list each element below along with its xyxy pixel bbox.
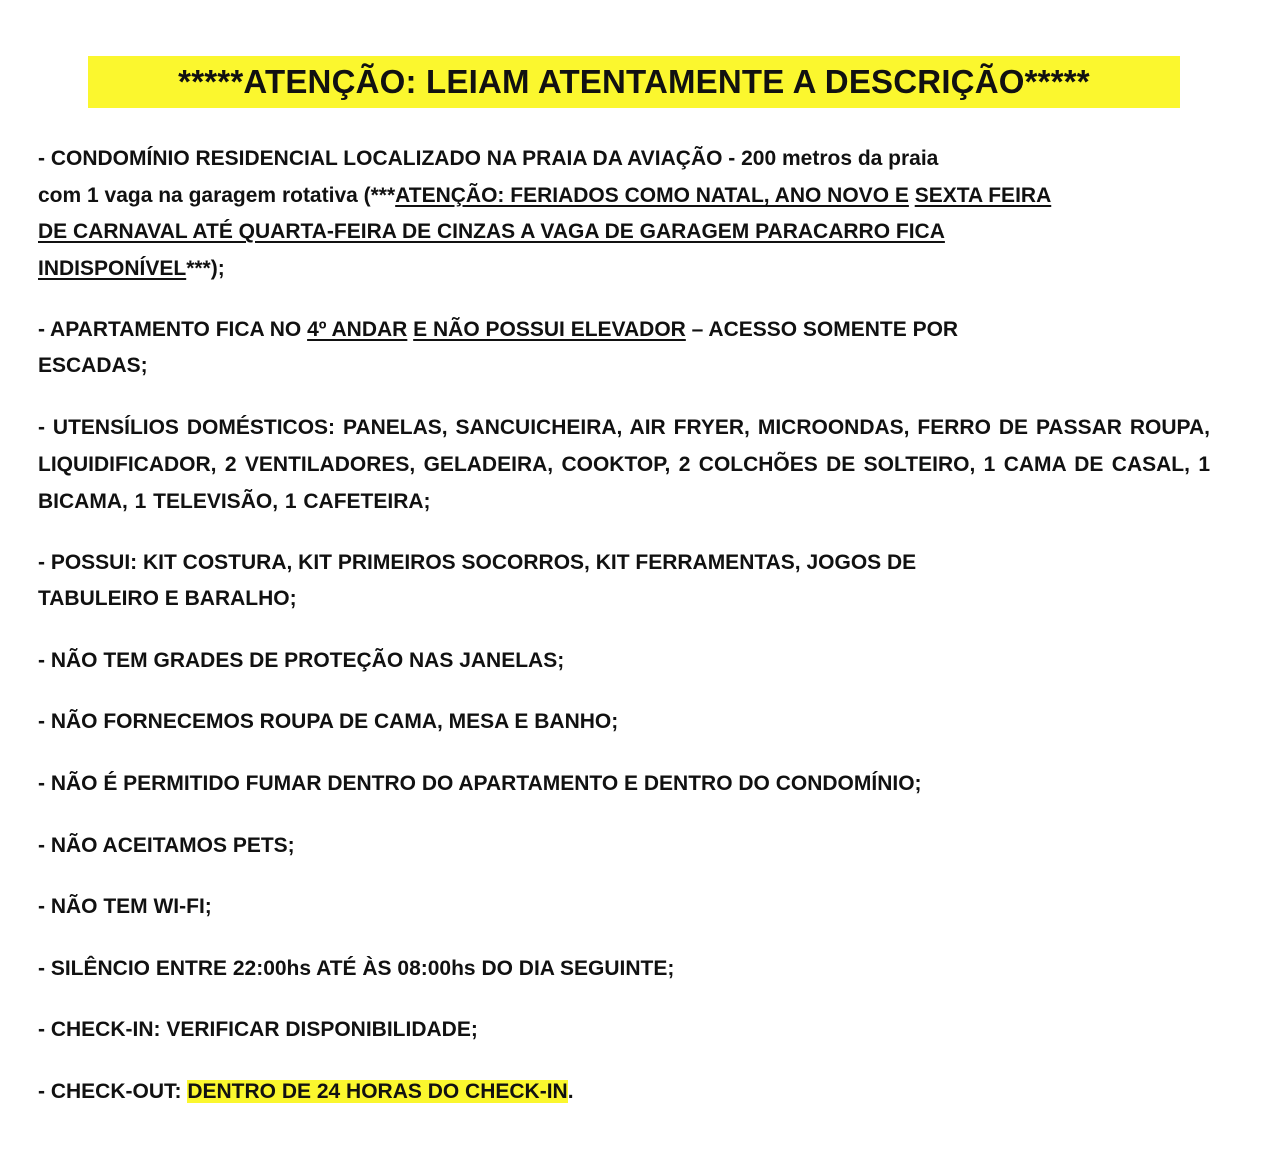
apartamento-line-2-text: ESCADAS; (38, 354, 148, 377)
checkout-pre: - CHECK-OUT: (38, 1080, 188, 1103)
apartamento-pre: - APARTAMENTO FICA NO (38, 318, 308, 341)
checkout-highlight: DENTRO DE 24 HORAS DO CHECK-IN (187, 1080, 568, 1103)
apartamento-post: – ACESSO SOMENTE POR (685, 318, 959, 341)
condominio-line-4 (38, 250, 225, 287)
rule-roupa: - NÃO FORNECEMOS ROUPA DE CAMA, MESA E BANHO; (38, 710, 619, 733)
condominio-warning-3: DE CARNAVAL ATÉ QUARTA-FEIRA DE CINZAS A VAGA DE GARAGEM PARACARRO FICA (38, 220, 945, 243)
page-title: *****ATENÇÃO: LEIAM ATENTAMENTE A DESCRIÇÃO***** (88, 56, 1180, 108)
condominio-line-2 (38, 177, 1051, 214)
rule-silencio: - SILÊNCIO ENTRE 22:00hs ATÉ ÀS 08:00hs DO DIA SEGUINTE; (38, 957, 675, 980)
rule-checkin: - CHECK-IN: VERIFICAR DISPONIBILIDADE; (38, 1018, 478, 1041)
utensilios-paragraph: - UTENSÍLIOS DOMÉSTICOS: PANELAS, SANCUICHEIRA, AIR FRYER, MICROONDAS, FERRO DE PASSAR ROUPA, LIQUIDIFICADOR, 2 VENTILADORES, GELADEIRA, COOKTOP, 2 COLCHÕES DE SOLTEIRO, 1 CAMA DE CASAL, 1 BICAMA, 1 TELEVISÃO, 1 CAFETEIRA; (38, 416, 1210, 513)
possui-line-1 (38, 544, 916, 581)
condominio-warning-2: SEXTA FEIRA (914, 184, 1052, 207)
apartamento-no-elevator: E NÃO POSSUI ELEVADOR (413, 318, 686, 341)
condominio-warning-4: INDISPONÍVEL (38, 257, 187, 280)
condominio-line-4-post: ***); (186, 257, 225, 280)
rule-fumar: - NÃO É PERMITIDO FUMAR DENTRO DO APARTAMENTO E DENTRO DO CONDOMÍNIO; (38, 772, 922, 795)
condominio-line-1-text: - CONDOMÍNIO RESIDENCIAL LOCALIZADO NA PRAIA DA AVIAÇÃO - 200 metros da praia (38, 147, 939, 170)
rule-pets: - NÃO ACEITAMOS PETS; (38, 834, 295, 857)
apartamento-floor: 4º ANDAR (307, 318, 408, 341)
rule-checkout (38, 1073, 574, 1110)
checkout-post: . (567, 1080, 574, 1103)
apartamento-line-1 (38, 311, 958, 348)
possui-line-2-text: TABULEIRO E BARALHO; (38, 587, 297, 610)
condominio-warning-1: ATENÇÃO: FERIADOS COMO NATAL, ANO NOVO E (395, 184, 909, 207)
possui-line-2 (38, 580, 297, 617)
condominio-line-1 (38, 140, 938, 177)
possui-line-1-text: - POSSUI: KIT COSTURA, KIT PRIMEIROS SOCORROS, KIT FERRAMENTAS, JOGOS DE (38, 551, 917, 574)
rule-wifi: - NÃO TEM WI-FI; (38, 895, 212, 918)
apartamento-line-2 (38, 347, 148, 384)
condominio-line-2-pre: com 1 vaga na garagem rotativa (*** (38, 184, 396, 207)
rule-grades: - NÃO TEM GRADES DE PROTEÇÃO NAS JANELAS; (38, 649, 565, 672)
condominio-line-3 (38, 213, 945, 250)
